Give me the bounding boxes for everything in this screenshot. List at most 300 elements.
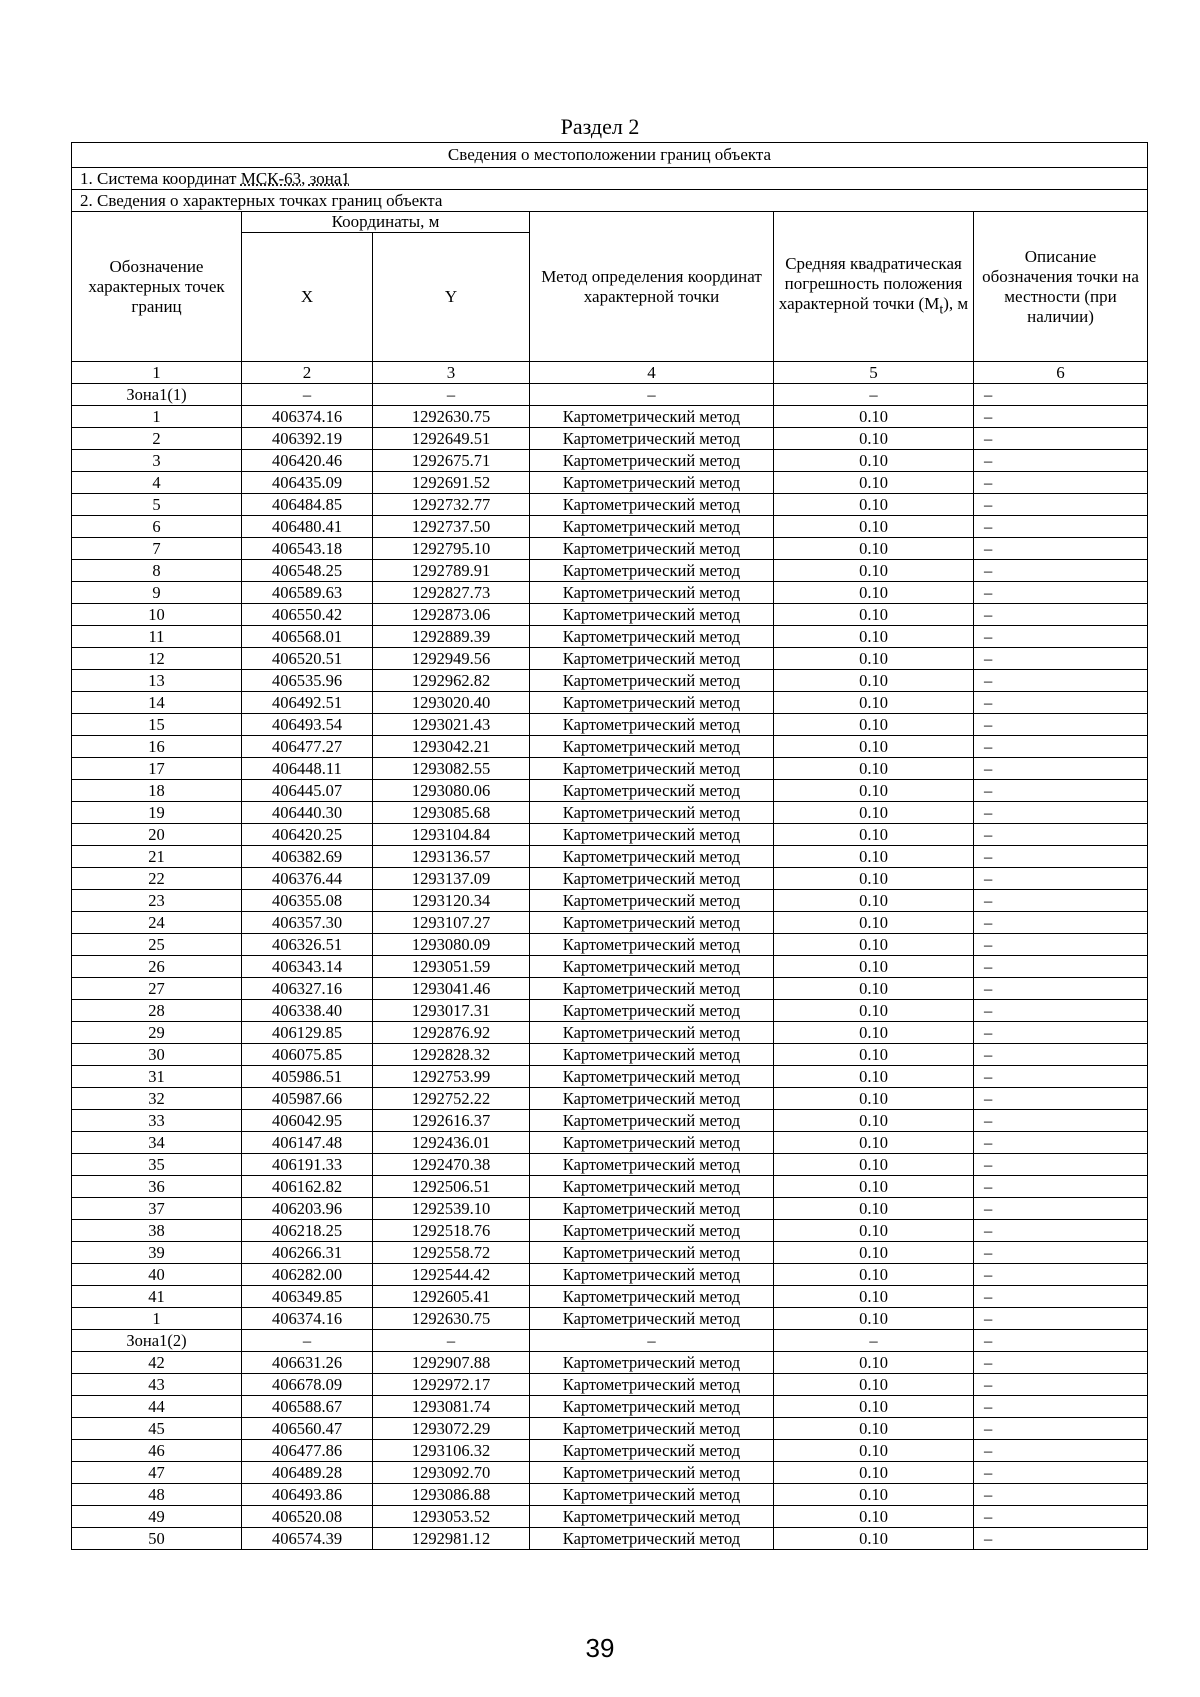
point-number: 44 <box>72 1396 242 1418</box>
table-row <box>72 1066 1148 1088</box>
error-value: 0.10 <box>774 494 974 516</box>
table-row <box>72 758 1148 780</box>
page-number: 39 <box>585 1633 615 1663</box>
description: – <box>974 1418 1148 1440</box>
coord-x: 406574.39 <box>242 1528 373 1550</box>
point-number: 33 <box>72 1110 242 1132</box>
coord-x: 406392.19 <box>242 428 373 450</box>
zone-label: Зона1(2) <box>72 1330 242 1352</box>
method: Картометрический метод <box>530 802 774 824</box>
error-value: 0.10 <box>774 1396 974 1418</box>
point-number: 17 <box>72 758 242 780</box>
coord-y: 1292616.37 <box>373 1110 530 1132</box>
method: Картометрический метод <box>530 780 774 802</box>
table-row <box>72 1528 1148 1550</box>
coord-y: 1292949.56 <box>373 648 530 670</box>
method: Картометрический метод <box>530 868 774 890</box>
point-number: 36 <box>72 1176 242 1198</box>
error-value: 0.10 <box>774 582 974 604</box>
empty-dash: – <box>974 384 1148 406</box>
method: Картометрический метод <box>530 1440 774 1462</box>
method: Картометрический метод <box>530 604 774 626</box>
table-row <box>72 1418 1148 1440</box>
empty-dash: – <box>774 1330 974 1352</box>
coord-x: 406435.09 <box>242 472 373 494</box>
error-value: 0.10 <box>774 450 974 472</box>
error-value: 0.10 <box>774 890 974 912</box>
description: – <box>974 736 1148 758</box>
point-number: 13 <box>72 670 242 692</box>
point-number: 1 <box>72 1308 242 1330</box>
point-number: 29 <box>72 1022 242 1044</box>
column-number: 2 <box>242 362 373 384</box>
description: – <box>974 648 1148 670</box>
point-number: 24 <box>72 912 242 934</box>
error-value: 0.10 <box>774 1198 974 1220</box>
boundary-points-table <box>71 142 1148 1550</box>
table-row <box>72 1352 1148 1374</box>
description: – <box>974 1396 1148 1418</box>
error-value: 0.10 <box>774 824 974 846</box>
description: – <box>974 1506 1148 1528</box>
point-number: 10 <box>72 604 242 626</box>
method: Картометрический метод <box>530 846 774 868</box>
point-number: 34 <box>72 1132 242 1154</box>
coord-y: 1292795.10 <box>373 538 530 560</box>
points-info: 2. Сведения о характерных точках границ объекта <box>72 190 1148 212</box>
header-error <box>774 212 974 362</box>
error-value: 0.10 <box>774 1176 974 1198</box>
coord-y: 1293041.46 <box>373 978 530 1000</box>
description: – <box>974 714 1148 736</box>
table-row <box>72 538 1148 560</box>
point-number: 49 <box>72 1506 242 1528</box>
description: – <box>974 978 1148 1000</box>
header-error-text: Средняя квадратическая погрешность положения характерной точки (M <box>778 253 963 313</box>
method: Картометрический метод <box>530 1110 774 1132</box>
method: Картометрический метод <box>530 1528 774 1550</box>
error-value: 0.10 <box>774 1220 974 1242</box>
point-number: 42 <box>72 1352 242 1374</box>
method: Картометрический метод <box>530 1176 774 1198</box>
point-number: 5 <box>72 494 242 516</box>
coord-x: 406560.47 <box>242 1418 373 1440</box>
description: – <box>974 1264 1148 1286</box>
method: Картометрический метод <box>530 1352 774 1374</box>
coord-x: 406520.08 <box>242 1506 373 1528</box>
coord-y: 1293072.29 <box>373 1418 530 1440</box>
description: – <box>974 934 1148 956</box>
error-value: 0.10 <box>774 1286 974 1308</box>
coord-x: 406326.51 <box>242 934 373 956</box>
description: – <box>974 428 1148 450</box>
coord-x: 406129.85 <box>242 1022 373 1044</box>
table-row <box>72 1462 1148 1484</box>
coord-y: 1293053.52 <box>373 1506 530 1528</box>
table-row <box>72 956 1148 978</box>
coord-y: 1293082.55 <box>373 758 530 780</box>
empty-dash: – <box>530 1330 774 1352</box>
point-number: 15 <box>72 714 242 736</box>
coord-y: 1292436.01 <box>373 1132 530 1154</box>
coord-system-value: МСК-63, зона1 <box>240 168 350 188</box>
method: Картометрический метод <box>530 1154 774 1176</box>
point-number: 48 <box>72 1484 242 1506</box>
coord-y: 1293107.27 <box>373 912 530 934</box>
description: – <box>974 1462 1148 1484</box>
empty-dash: – <box>373 1330 530 1352</box>
error-value: 0.10 <box>774 1506 974 1528</box>
coord-x: 406520.51 <box>242 648 373 670</box>
point-number: 45 <box>72 1418 242 1440</box>
point-number: 1 <box>72 406 242 428</box>
point-number: 43 <box>72 1374 242 1396</box>
description: – <box>974 956 1148 978</box>
coord-y: 1293120.34 <box>373 890 530 912</box>
coord-y: 1292649.51 <box>373 428 530 450</box>
coord-y: 1292605.41 <box>373 1286 530 1308</box>
header-coordinates: Координаты, м <box>242 212 530 233</box>
coord-y: 1292876.92 <box>373 1022 530 1044</box>
coord-y: 1292972.17 <box>373 1374 530 1396</box>
coord-y: 1293085.68 <box>373 802 530 824</box>
description: – <box>974 1132 1148 1154</box>
table-row <box>72 978 1148 1000</box>
method: Картометрический метод <box>530 1132 774 1154</box>
error-value: 0.10 <box>774 1000 974 1022</box>
description: – <box>974 1088 1148 1110</box>
coord-x: 405986.51 <box>242 1066 373 1088</box>
description: – <box>974 824 1148 846</box>
empty-dash: – <box>373 384 530 406</box>
error-value: 0.10 <box>774 406 974 428</box>
error-value: 0.10 <box>774 1462 974 1484</box>
coord-x: 406492.51 <box>242 692 373 714</box>
coord-y: 1293106.32 <box>373 1440 530 1462</box>
method: Картометрический метод <box>530 626 774 648</box>
coord-y: 1293080.06 <box>373 780 530 802</box>
coord-x: 406203.96 <box>242 1198 373 1220</box>
point-number: 40 <box>72 1264 242 1286</box>
point-number: 4 <box>72 472 242 494</box>
points-info-row <box>72 190 1148 212</box>
table-row <box>72 912 1148 934</box>
header-y: Y <box>373 233 530 362</box>
method: Картометрический метод <box>530 1506 774 1528</box>
coord-system-row <box>72 168 1148 190</box>
coord-x: 406327.16 <box>242 978 373 1000</box>
description: – <box>974 846 1148 868</box>
coord-x: 406588.67 <box>242 1396 373 1418</box>
table-row <box>72 1220 1148 1242</box>
method: Картометрический метод <box>530 406 774 428</box>
coord-x: 406548.25 <box>242 560 373 582</box>
point-number: 20 <box>72 824 242 846</box>
column-number: 4 <box>530 362 774 384</box>
table-row <box>72 934 1148 956</box>
description: – <box>974 1198 1148 1220</box>
point-number: 38 <box>72 1220 242 1242</box>
coord-x: 406489.28 <box>242 1462 373 1484</box>
method: Картометрический метод <box>530 736 774 758</box>
description: – <box>974 604 1148 626</box>
zone-row <box>72 384 1148 406</box>
coord-x: 406374.16 <box>242 406 373 428</box>
description: – <box>974 472 1148 494</box>
coord-y: 1292470.38 <box>373 1154 530 1176</box>
error-value: 0.10 <box>774 1066 974 1088</box>
method: Картометрический метод <box>530 1264 774 1286</box>
table-row <box>72 604 1148 626</box>
coord-y: 1292907.88 <box>373 1352 530 1374</box>
table-row <box>72 670 1148 692</box>
error-value: 0.10 <box>774 1528 974 1550</box>
coord-y: 1293092.70 <box>373 1462 530 1484</box>
description: – <box>974 758 1148 780</box>
coord-x: 406357.30 <box>242 912 373 934</box>
error-value: 0.10 <box>774 604 974 626</box>
column-number: 5 <box>774 362 974 384</box>
coord-y: 1293086.88 <box>373 1484 530 1506</box>
point-number: 3 <box>72 450 242 472</box>
point-number: 16 <box>72 736 242 758</box>
description: – <box>974 1242 1148 1264</box>
coord-x: 406218.25 <box>242 1220 373 1242</box>
table-row <box>72 450 1148 472</box>
coord-x: 406440.30 <box>242 802 373 824</box>
coord-y: 1293051.59 <box>373 956 530 978</box>
method: Картометрический метод <box>530 1220 774 1242</box>
coord-x: 406535.96 <box>242 670 373 692</box>
table-row <box>72 1506 1148 1528</box>
table-row <box>72 1484 1148 1506</box>
table-row <box>72 846 1148 868</box>
method: Картометрический метод <box>530 1418 774 1440</box>
table-row <box>72 1374 1148 1396</box>
coord-x: 406343.14 <box>242 956 373 978</box>
coord-y: 1292962.82 <box>373 670 530 692</box>
error-value: 0.10 <box>774 1088 974 1110</box>
error-value: 0.10 <box>774 956 974 978</box>
error-value: 0.10 <box>774 1264 974 1286</box>
point-number: 25 <box>72 934 242 956</box>
zone-label: Зона1(1) <box>72 384 242 406</box>
coord-y: 1292539.10 <box>373 1198 530 1220</box>
coord-y: 1293020.40 <box>373 692 530 714</box>
coord-y: 1292506.51 <box>373 1176 530 1198</box>
coord-x: 406420.46 <box>242 450 373 472</box>
error-value: 0.10 <box>774 868 974 890</box>
table-row <box>72 582 1148 604</box>
description: – <box>974 802 1148 824</box>
coord-y: 1292518.76 <box>373 1220 530 1242</box>
coord-x: 406266.31 <box>242 1242 373 1264</box>
point-number: 14 <box>72 692 242 714</box>
error-value: 0.10 <box>774 516 974 538</box>
table-row <box>72 1286 1148 1308</box>
coord-y: 1293136.57 <box>373 846 530 868</box>
header-designation: Обозначение характерных точек границ <box>72 212 242 362</box>
error-value: 0.10 <box>774 1374 974 1396</box>
table-row <box>72 560 1148 582</box>
table-row <box>72 1176 1148 1198</box>
description: – <box>974 692 1148 714</box>
table-row <box>72 1022 1148 1044</box>
coord-x: 406678.09 <box>242 1374 373 1396</box>
error-value: 0.10 <box>774 1242 974 1264</box>
error-value: 0.10 <box>774 1352 974 1374</box>
table-row <box>72 780 1148 802</box>
method: Картометрический метод <box>530 450 774 472</box>
point-number: 12 <box>72 648 242 670</box>
table-row <box>72 1396 1148 1418</box>
coord-system-label: 1. Система координат <box>80 168 237 188</box>
point-number: 35 <box>72 1154 242 1176</box>
point-number: 32 <box>72 1088 242 1110</box>
point-number: 26 <box>72 956 242 978</box>
coord-x: 406338.40 <box>242 1000 373 1022</box>
description: – <box>974 868 1148 890</box>
method: Картометрический метод <box>530 494 774 516</box>
coord-y: 1293042.21 <box>373 736 530 758</box>
table-row <box>72 516 1148 538</box>
table-title: Сведения о местоположении границ объекта <box>72 143 1148 168</box>
method: Картометрический метод <box>530 978 774 1000</box>
header-error-subscript: t <box>939 301 944 318</box>
table-row <box>72 406 1148 428</box>
error-value: 0.10 <box>774 472 974 494</box>
description: – <box>974 1528 1148 1550</box>
coord-y: 1292752.22 <box>373 1088 530 1110</box>
coord-x: 405987.66 <box>242 1088 373 1110</box>
error-value: 0.10 <box>774 670 974 692</box>
method: Картометрический метод <box>530 1462 774 1484</box>
method: Картометрический метод <box>530 560 774 582</box>
point-number: 9 <box>72 582 242 604</box>
point-number: 50 <box>72 1528 242 1550</box>
error-value: 0.10 <box>774 648 974 670</box>
description: – <box>974 1154 1148 1176</box>
table-row <box>72 1198 1148 1220</box>
point-number: 11 <box>72 626 242 648</box>
coord-x: 406191.33 <box>242 1154 373 1176</box>
coord-x: 406162.82 <box>242 1176 373 1198</box>
table-body <box>72 384 1148 1550</box>
header-row-1 <box>72 212 1148 233</box>
error-value: 0.10 <box>774 692 974 714</box>
description: – <box>974 890 1148 912</box>
description: – <box>974 1176 1148 1198</box>
error-value: 0.10 <box>774 802 974 824</box>
point-number: 28 <box>72 1000 242 1022</box>
coord-x: 406374.16 <box>242 1308 373 1330</box>
table-row <box>72 1088 1148 1110</box>
column-number: 1 <box>72 362 242 384</box>
table-row <box>72 714 1148 736</box>
coord-y: 1293080.09 <box>373 934 530 956</box>
method: Картометрический метод <box>530 1484 774 1506</box>
point-number: 21 <box>72 846 242 868</box>
coord-y: 1292544.42 <box>373 1264 530 1286</box>
coord-y: 1292558.72 <box>373 1242 530 1264</box>
error-value: 0.10 <box>774 1440 974 1462</box>
coord-y: 1292828.32 <box>373 1044 530 1066</box>
description: – <box>974 516 1148 538</box>
method: Картометрический метод <box>530 582 774 604</box>
coord-x: 406075.85 <box>242 1044 373 1066</box>
error-value: 0.10 <box>774 978 974 1000</box>
table-row <box>72 1440 1148 1462</box>
method: Картометрический метод <box>530 758 774 780</box>
table-row <box>72 1242 1148 1264</box>
table-row <box>72 648 1148 670</box>
method: Картометрический метод <box>530 1066 774 1088</box>
coord-x: 406355.08 <box>242 890 373 912</box>
error-value: 0.10 <box>774 1154 974 1176</box>
coord-y: 1292630.75 <box>373 1308 530 1330</box>
coord-y: 1292753.99 <box>373 1066 530 1088</box>
point-number: 41 <box>72 1286 242 1308</box>
description: – <box>974 1066 1148 1088</box>
error-value: 0.10 <box>774 428 974 450</box>
error-value: 0.10 <box>774 912 974 934</box>
point-number: 47 <box>72 1462 242 1484</box>
coord-x: 406147.48 <box>242 1132 373 1154</box>
description: – <box>974 582 1148 604</box>
table-title-row <box>72 143 1148 168</box>
section-title: Раздел 2 <box>560 114 640 139</box>
header-method: Метод определения координат характерной точки <box>530 212 774 362</box>
coord-y: 1293021.43 <box>373 714 530 736</box>
description: – <box>974 780 1148 802</box>
coord-y: 1292827.73 <box>373 582 530 604</box>
table-row <box>72 1110 1148 1132</box>
table-row <box>72 472 1148 494</box>
coord-y: 1293137.09 <box>373 868 530 890</box>
description: – <box>974 1286 1148 1308</box>
method: Картометрический метод <box>530 516 774 538</box>
table-row <box>72 868 1148 890</box>
description: – <box>974 626 1148 648</box>
error-value: 0.10 <box>774 1484 974 1506</box>
coord-x: 406420.25 <box>242 824 373 846</box>
coord-x: 406477.27 <box>242 736 373 758</box>
table-row <box>72 626 1148 648</box>
coord-y: 1292630.75 <box>373 406 530 428</box>
point-number: 8 <box>72 560 242 582</box>
table-row <box>72 494 1148 516</box>
point-number: 7 <box>72 538 242 560</box>
method: Картометрический метод <box>530 1000 774 1022</box>
description: – <box>974 1352 1148 1374</box>
method: Картометрический метод <box>530 472 774 494</box>
coord-y: 1293017.31 <box>373 1000 530 1022</box>
point-number: 2 <box>72 428 242 450</box>
method: Картометрический метод <box>530 1286 774 1308</box>
coord-y: 1292732.77 <box>373 494 530 516</box>
table-row <box>72 736 1148 758</box>
point-number: 27 <box>72 978 242 1000</box>
header-description: Описание обозначения точки на местности (при наличии) <box>974 212 1148 362</box>
error-value: 0.10 <box>774 1022 974 1044</box>
description: – <box>974 538 1148 560</box>
table-row <box>72 1132 1148 1154</box>
empty-dash: – <box>774 384 974 406</box>
method: Картометрический метод <box>530 692 774 714</box>
description: – <box>974 1220 1148 1242</box>
description: – <box>974 560 1148 582</box>
point-number: 30 <box>72 1044 242 1066</box>
